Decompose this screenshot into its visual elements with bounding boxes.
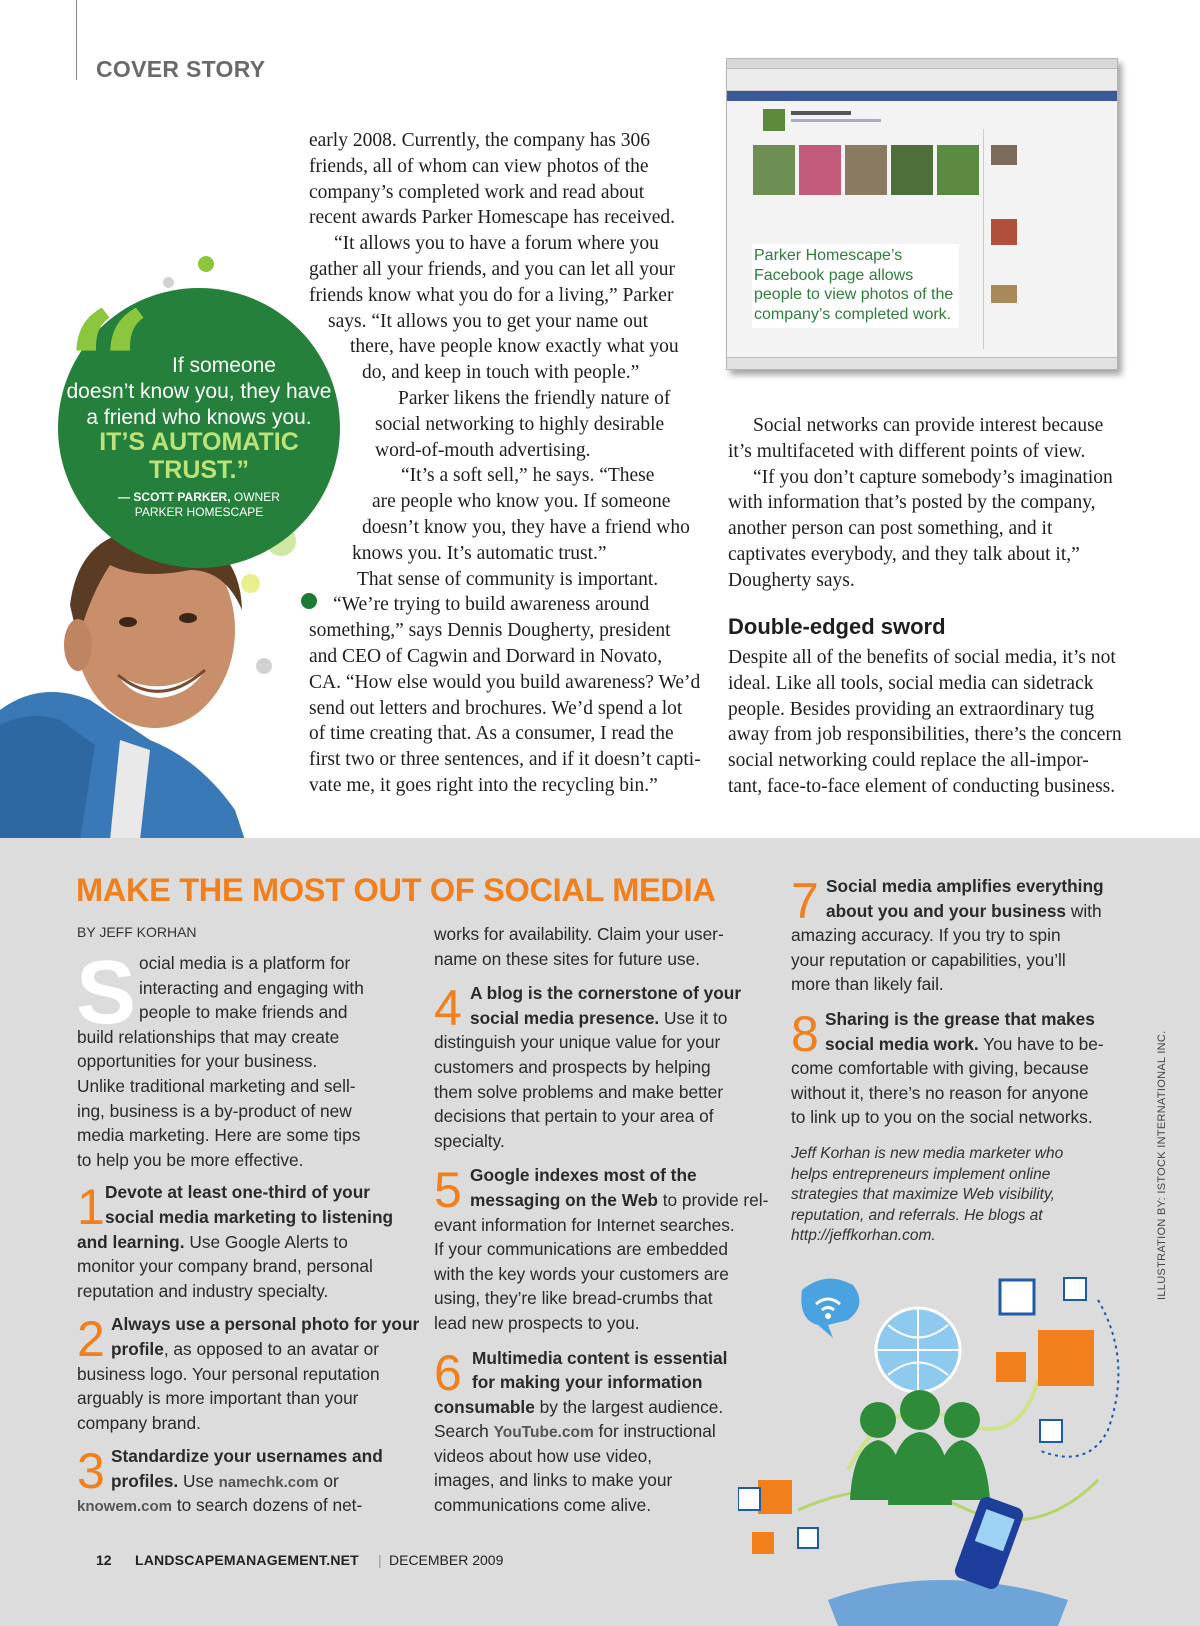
tip-text: Search bbox=[434, 1421, 494, 1442]
tip-text: lead new prospects to you. bbox=[434, 1312, 640, 1333]
tip-heading: Standardize your usernames and bbox=[111, 1446, 383, 1467]
decor-dot bbox=[198, 256, 214, 272]
bio-line: strategies that maximize Web visibility, bbox=[791, 1186, 1055, 1204]
text-line: do, and keep in touch with people.” bbox=[362, 362, 640, 384]
tip-heading: Multimedia content is essential bbox=[472, 1347, 728, 1368]
browser-statusbar bbox=[727, 357, 1117, 369]
tip-7 bbox=[791, 874, 1104, 997]
caption-line: Parker Homescape’s bbox=[754, 247, 903, 264]
knowem-link[interactable]: knowem.com bbox=[77, 1498, 173, 1516]
tip-text: them solve problems and make better bbox=[434, 1081, 724, 1102]
tip-text: arguably is more important than your bbox=[77, 1388, 359, 1409]
tip-2 bbox=[77, 1312, 419, 1435]
tip-number: 3 bbox=[77, 1443, 105, 1500]
tip-8 bbox=[791, 1007, 1104, 1130]
profile-card-icon bbox=[738, 1488, 760, 1510]
tip-heading: messaging on the Web bbox=[470, 1189, 658, 1210]
sidebar-byline: BY JEFF KORHAN bbox=[77, 924, 197, 940]
footer-site[interactable]: LANDSCAPEMANAGEMENT.NET bbox=[135, 1552, 359, 1568]
text-line: Social networks can provide interest because bbox=[753, 415, 1104, 436]
sidebar-divider bbox=[983, 129, 984, 349]
tip-text: more than likely fail. bbox=[791, 974, 944, 995]
tip-text: using, they’re like bread-crumbs that bbox=[434, 1288, 713, 1309]
tip-text: specialty. bbox=[434, 1130, 505, 1151]
intro-line: build relationships that may create bbox=[77, 1026, 340, 1047]
intro-line: opportunities for your business. bbox=[77, 1051, 318, 1072]
tip-text: Use Google Alerts to bbox=[184, 1231, 348, 1252]
footer-separator: | bbox=[378, 1552, 382, 1568]
article-right-column-2 bbox=[728, 645, 1122, 800]
tip-number: 5 bbox=[434, 1162, 462, 1219]
text-line: “It’s a soft sell,” he says. “These bbox=[401, 465, 655, 487]
tip-text: If your communications are embedded bbox=[434, 1239, 728, 1260]
namechk-link[interactable]: namechk.com bbox=[218, 1473, 319, 1491]
tip-text: monitor your company brand, personal bbox=[77, 1256, 373, 1277]
author-bio bbox=[791, 1144, 1063, 1247]
quote-mark-icon: “ bbox=[66, 279, 135, 455]
caption-line: company’s completed work. bbox=[754, 305, 952, 323]
page-number: 12 bbox=[96, 1552, 112, 1568]
ad-thumbnail bbox=[991, 285, 1017, 303]
intro-line: people to make friends and bbox=[139, 1002, 348, 1023]
text-line: of time creating that. As a consumer, I read the bbox=[309, 723, 674, 745]
tip-text: reputation and industry specialty. bbox=[77, 1280, 329, 1301]
decor-dot bbox=[163, 277, 174, 288]
tip-5 bbox=[434, 1163, 768, 1335]
text-line: friends know what you do for a living,” Parker bbox=[309, 284, 674, 306]
text-line: Despite all of the benefits of social media, it’s not bbox=[728, 647, 1116, 668]
bio-line: helps entrepreneurs implement online bbox=[791, 1165, 1051, 1183]
tip-text: images, and links to make your bbox=[434, 1470, 673, 1491]
tip-text: Use it to bbox=[659, 1007, 728, 1028]
continuation-line: works for availability. Claim your user- bbox=[434, 924, 724, 944]
photo-thumbnail bbox=[891, 145, 933, 195]
profile-card-icon bbox=[1040, 1420, 1062, 1442]
pull-quote-emphasis: TRUST.” bbox=[149, 456, 249, 484]
tip-text: with the key words your customers are bbox=[434, 1263, 729, 1284]
text-line: social networking to highly desirable bbox=[375, 413, 665, 435]
text-line: says. “It allows you to get your name out bbox=[328, 310, 649, 332]
tip-text: You have to be- bbox=[978, 1033, 1104, 1054]
pull-quote-line: doesn’t know you, they have bbox=[66, 380, 332, 403]
illustration-credit: ILLUSTRATION BY: ISTOCK INTERNATIONAL INC. bbox=[1156, 1030, 1168, 1300]
tip-text: without it, there’s no reason for anyone bbox=[791, 1082, 1089, 1103]
ad-thumbnail bbox=[991, 219, 1017, 245]
pull-quote-line: If someone bbox=[172, 354, 276, 377]
tip-text: to search dozens of net- bbox=[172, 1495, 363, 1516]
tip-text: , as opposed to an avatar or bbox=[163, 1338, 380, 1359]
tip-text: business logo. Your personal reputation bbox=[77, 1363, 380, 1384]
tip-text: to link up to you on the social networks. bbox=[791, 1107, 1093, 1128]
text-line: “We’re trying to build awareness around bbox=[333, 594, 650, 616]
tip-6 bbox=[434, 1346, 768, 1518]
people-group-icon bbox=[850, 1390, 990, 1505]
pull-quote-line: a friend who knows you. bbox=[86, 406, 312, 429]
text-line: company’s completed work and read about bbox=[309, 181, 645, 203]
text-line: Dougherty says. bbox=[728, 569, 855, 591]
text-line: social networking could replace the all-impor- bbox=[728, 750, 1089, 772]
attribution-company: PARKER HOMESCAPE bbox=[134, 505, 264, 519]
text-line: tant, face-to-face element of conducting business. bbox=[728, 775, 1116, 797]
profile-tabs-bar bbox=[791, 119, 881, 122]
tip-heading: about you and your business bbox=[826, 900, 1067, 921]
text-line: something,” says Dennis Dougherty, president bbox=[309, 620, 671, 642]
tip-text: decisions that pertain to your area of bbox=[434, 1106, 714, 1127]
tip-text: your reputation or capabilities, you’ll bbox=[791, 949, 1066, 970]
tip-4 bbox=[434, 981, 768, 1153]
text-line: “If you don’t capture somebody’s imagination bbox=[753, 466, 1113, 488]
tip-number: 1 bbox=[77, 1179, 105, 1236]
section-label: COVER STORY bbox=[96, 56, 266, 82]
attribution-role: OWNER bbox=[230, 490, 280, 504]
text-line: That sense of community is important. bbox=[357, 568, 659, 590]
subhead: Double-edged sword bbox=[728, 614, 946, 639]
tip-heading: profiles. bbox=[111, 1470, 179, 1491]
sidebar-title: MAKE THE MOST OUT OF SOCIAL MEDIA bbox=[76, 872, 716, 908]
tip-3 bbox=[77, 1444, 419, 1518]
text-line: there, have people know exactly what you bbox=[350, 336, 679, 358]
tip-heading: social media work. bbox=[825, 1033, 979, 1054]
footer-date: DECEMBER 2009 bbox=[389, 1552, 504, 1568]
tip-text: evant information for Internet searches. bbox=[434, 1214, 735, 1235]
pull-quote-emphasis: IT’S AUTOMATIC bbox=[99, 428, 299, 456]
profile-card-icon bbox=[1064, 1278, 1086, 1300]
profile-thumbnail bbox=[763, 109, 785, 131]
text-line: it’s multifaceted with different points of view. bbox=[728, 440, 1086, 462]
tip-number: 6 bbox=[434, 1344, 462, 1401]
intro-line: ing, business is a by-product of new bbox=[77, 1100, 352, 1121]
article-right-column bbox=[728, 413, 1113, 594]
intro-line: ocial media is a platform for bbox=[139, 953, 351, 973]
tip-heading: social media presence. bbox=[470, 1007, 660, 1028]
tip-text: amazing accuracy. If you try to spin bbox=[791, 925, 1061, 946]
tip-heading: consumable bbox=[434, 1396, 535, 1417]
ad-thumbnail bbox=[991, 145, 1017, 165]
browser-titlebar bbox=[727, 59, 1117, 69]
caption-line: Facebook page allows bbox=[754, 266, 914, 284]
tip-text: videos about how use video, bbox=[434, 1445, 653, 1466]
intro-line: to help you be more effective. bbox=[77, 1149, 304, 1170]
tip-heading: Devote at least one-third of your bbox=[105, 1182, 371, 1203]
tip-text: or bbox=[318, 1470, 339, 1491]
text-line: vate me, it goes right into the recycling bin.” bbox=[309, 774, 658, 796]
intro-line: Unlike traditional marketing and sell- bbox=[77, 1075, 356, 1096]
tip-heading: and learning. bbox=[77, 1231, 185, 1252]
profile-card-icon bbox=[758, 1480, 792, 1514]
tip-number: 4 bbox=[434, 980, 462, 1037]
continuation-line: name on these sites for future use. bbox=[434, 948, 701, 969]
text-line: doesn’t know you, they have a friend who bbox=[362, 516, 690, 538]
text-line: word-of-mouth advertising. bbox=[375, 439, 591, 461]
tip-text: for instructional bbox=[593, 1421, 716, 1442]
tip-text: company brand. bbox=[77, 1412, 201, 1433]
pull-quote-attribution bbox=[58, 490, 340, 504]
caption-line: people to view photos of the bbox=[754, 286, 954, 303]
text-line: ideal. Like all tools, social media can sidetrack bbox=[728, 672, 1094, 694]
intro-line: media marketing. Here are some tips bbox=[77, 1125, 361, 1146]
bio-line: http://jeffkorhan.com. bbox=[791, 1227, 936, 1245]
tip-number: 7 bbox=[791, 873, 819, 929]
book-shape bbox=[828, 1580, 1068, 1626]
tip-number: 2 bbox=[77, 1311, 105, 1368]
text-line: friends, all of whom can view photos of the bbox=[309, 155, 649, 177]
text-line: recent awards Parker Homescape has received. bbox=[309, 207, 675, 229]
photo-thumbnail bbox=[937, 145, 979, 195]
photo-thumbnail bbox=[799, 145, 841, 195]
tip-heading: social media marketing to listening bbox=[105, 1206, 394, 1227]
text-line: and CEO of Cagwin and Dorward in Novato, bbox=[309, 645, 663, 667]
text-line: away from job responsibilities, there’s the concern bbox=[728, 724, 1122, 746]
tip-number: 8 bbox=[791, 1005, 819, 1062]
profile-card-icon bbox=[1000, 1280, 1034, 1314]
profile-card-icon bbox=[996, 1330, 1094, 1386]
text-line: early 2008. Currently, the company has 306 bbox=[309, 130, 650, 151]
text-line: Parker likens the friendly nature of bbox=[398, 387, 671, 409]
tip-text: customers and prospects by helping bbox=[434, 1056, 711, 1077]
text-line: captivates everybody, and they talk about it,” bbox=[728, 543, 1080, 565]
sidebar-column-1 bbox=[77, 951, 419, 1518]
tip-heading: Always use a personal photo for your bbox=[111, 1314, 420, 1335]
social-network-illustration bbox=[738, 1270, 1148, 1626]
tip-heading: Google indexes most of the bbox=[470, 1165, 697, 1186]
text-line: people. Besides providing an extraordinary tug bbox=[728, 698, 1095, 720]
text-line: “It allows you to have a forum where you bbox=[334, 233, 659, 255]
text-line: another person can post something, and it bbox=[728, 518, 1053, 540]
tip-text: come comfortable with giving, because bbox=[791, 1058, 1089, 1079]
sidebar-column-2 bbox=[434, 922, 768, 1518]
text-line: first two or three sentences, and if it doesn’t capti- bbox=[309, 749, 701, 771]
tip-text: by the largest audience. bbox=[534, 1396, 724, 1417]
tip-heading: A blog is the cornerstone of your bbox=[470, 983, 742, 1004]
text-line: send out letters and brochures. We’d spend a lot bbox=[309, 697, 683, 719]
decor-dot bbox=[301, 593, 317, 609]
profile-name-bar bbox=[791, 111, 851, 115]
text-line: are people who know you. If someone bbox=[372, 491, 671, 513]
tip-text: to provide rel- bbox=[657, 1189, 769, 1210]
bio-line: reputation, and referrals. He blogs at bbox=[791, 1206, 1043, 1224]
bio-line: Jeff Korhan is new media marketer who bbox=[791, 1145, 1064, 1162]
intro-line: interacting and engaging with bbox=[139, 977, 364, 998]
text-line: knows you. It’s automatic trust.” bbox=[352, 542, 607, 564]
facebook-header bbox=[727, 91, 1117, 101]
tip-heading: for making your information bbox=[472, 1372, 703, 1393]
tip-heading: Sharing is the grease that makes bbox=[825, 1008, 1095, 1029]
text-line: gather all your friends, and you can let all your bbox=[309, 258, 676, 280]
tip-1 bbox=[77, 1180, 419, 1303]
tip-text: Use bbox=[178, 1470, 219, 1491]
tip-heading: Social media amplifies everything bbox=[826, 876, 1104, 896]
text-line: with information that’s posted by the company, bbox=[728, 492, 1096, 514]
browser-toolbar bbox=[727, 69, 1117, 91]
photo-strip bbox=[753, 145, 979, 195]
tip-text: distinguish your unique value for your bbox=[434, 1032, 721, 1053]
photo-thumbnail bbox=[753, 145, 795, 195]
sidebar-column-3 bbox=[791, 874, 1104, 1130]
page-edge-rule bbox=[76, 0, 77, 80]
profile-card-icon bbox=[752, 1532, 774, 1554]
tip-text: communications come alive. bbox=[434, 1495, 652, 1516]
text-line: CA. “How else would you build awareness? We’d bbox=[309, 671, 701, 693]
photo-thumbnail bbox=[845, 145, 887, 195]
youtube-link[interactable]: YouTube.com bbox=[493, 1424, 594, 1442]
tip-text: with bbox=[1066, 900, 1102, 921]
profile-card-icon bbox=[798, 1528, 818, 1548]
tip-heading: profile bbox=[111, 1338, 164, 1359]
drop-cap: S bbox=[76, 943, 137, 1043]
screenshot-caption bbox=[752, 244, 959, 328]
attribution-name: — SCOTT PARKER, bbox=[118, 490, 231, 504]
